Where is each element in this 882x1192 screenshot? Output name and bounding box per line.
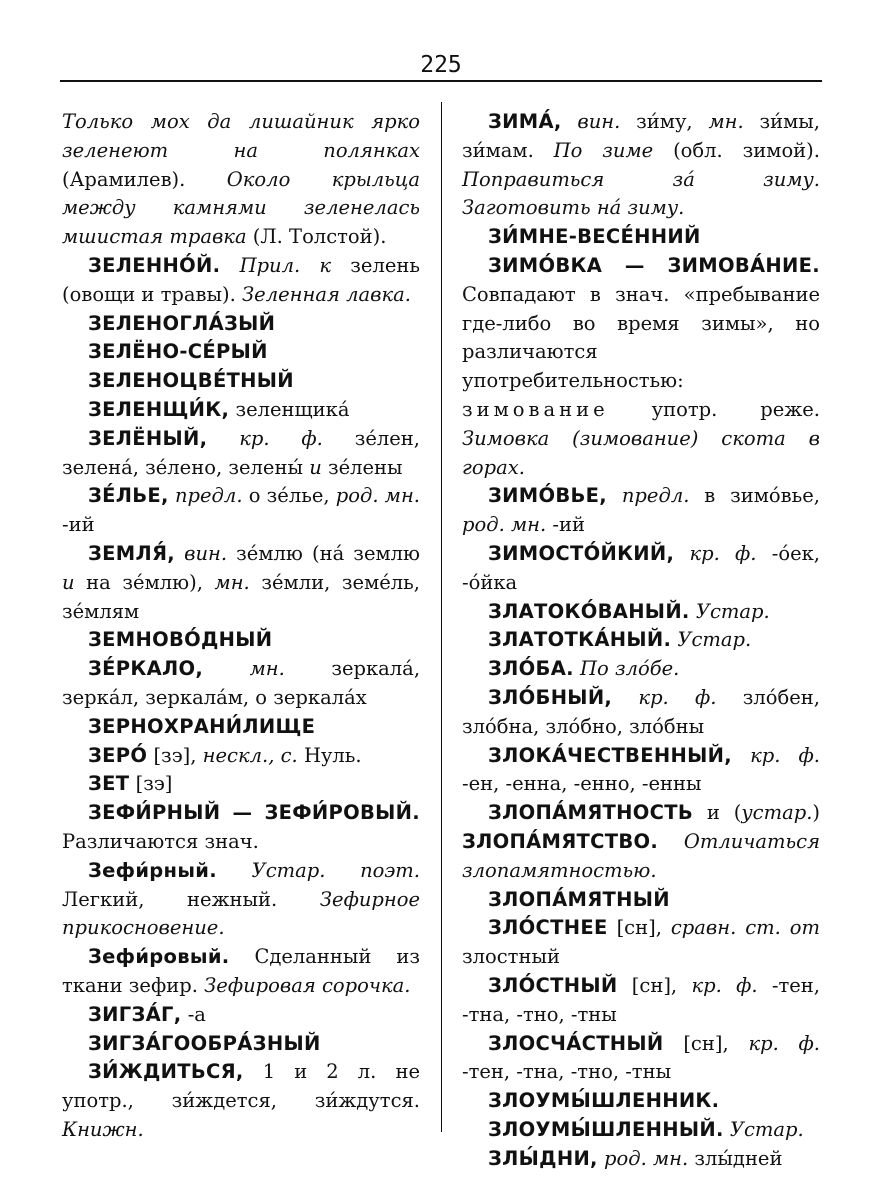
entry-zelenotsvetnyi: ЗЕЛЕНОЦВЕ́ТНЫЙ [88,369,294,393]
entry-zlopamiatnost: ЗЛОПА́МЯТНОСТЬ и (устар.) ЗЛОПА́МЯТСТВО. Отличаться злопамятностью. [462,801,820,882]
entry-zelenoglazyi: ЗЕЛЕНОГЛА́ЗЫЙ [88,311,276,335]
entry-zemlia: ЗЕМЛЯ́, вин. зе́млю (на́ землю и на зе́млю), мн. зе́мли, земе́ль, зе́млям [62,541,421,623]
entry-zizhditsia: ЗИ́ЖДИТЬСЯ, 1 и 2 л. не употр., зи́ждется, зи́ждутся. Книжн. [62,1060,420,1141]
entry-zefirnyi: Зефи́рный. Устар. поэт. Легкий, нежный. Зефирное прикосновение. [62,858,420,940]
entry-zlostnee: ЗЛО́СТНЕЕ [сн], сравн. ст. от злостный [462,916,821,969]
entry-zimove: ЗИМО́ВЬЕ, предл. в зимо́вье, род. мн. -ий [462,484,820,537]
entry-zlatokovanyi: ЗЛАТОКО́ВАНЫЙ. Устар. [488,599,770,623]
entry-zloumyshlennik: ЗЛОУМЫ́ШЛЕННИК. [488,1089,720,1113]
entry-zefirnyi-zefirovyi: ЗЕФИ́РНЫЙ — ЗЕФИ́РОВЫЙ. Различаются знач. [62,801,420,853]
entry-zlokachestvennyi: ЗЛОКА́ЧЕСТВЕННЫЙ, кр. ф. -ен, -енна, -енно, -енны [462,743,820,796]
entry-zloumyshlennyi: ЗЛОУМЫ́ШЛЕННЫЙ. Устар. [488,1117,804,1141]
entry-zimovka-zimovanie: ЗИМО́ВКА — ЗИМОВА́НИЕ. Совпадают в знач. «пребывание где-либо во время зимы», но различаются употребительностью: зимование употр. реже. Зимовка (зимование) скота в горах. [462,253,820,479]
entry-zloba: ЗЛО́БА. По зло́бе. [488,657,680,681]
entry-zigzagoobraznyi: ЗИГЗА́ГООБРА́ЗНЫЙ [88,1031,321,1055]
entry-zlopamiatnyi: ЗЛОПА́МЯТНЫЙ [488,887,670,911]
entry-zelenshchik: ЗЕЛЕНЩИ́К, зеленщика́ [88,397,350,421]
entry-zero: ЗЕРО́ [зэ], нескл., с. Нуль. [88,743,362,767]
entry-zeleno-seryi: ЗЕЛЁНО-СЕ́РЫЙ [88,340,268,364]
entry-zelenyi: ЗЕЛЁНЫЙ, кр. ф. зе́лен, зелена́, зе́лено, зелены́ и зе́лены [62,426,421,479]
entry-zimne-vesennii: ЗИ́МНЕ-ВЕСЕ́ННИЙ [488,225,701,249]
entry-zloschastnyi: ЗЛОСЧА́СТНЫЙ [сн], кр. ф. -тен, -тна, -тно, -тны [462,1031,821,1084]
entry-zigzag: ЗИГЗА́Г, -а [88,1002,206,1026]
entry-zlobnyi: ЗЛО́БНЫЙ, кр. ф. зло́бен, зло́бна, зло́бно, зло́бны [462,685,820,738]
entry-zlostnyi: ЗЛО́СТНЫЙ [сн], кр. ф. -тен, -тна, -тно, -тны [462,973,820,1026]
entry-zlatotkanyi: ЗЛАТОТКА́НЫЙ. Устар. [488,628,752,652]
header-rule [60,80,822,82]
left-column [62,108,420,1145]
entry-zemnovodnyi: ЗЕМНОВО́ДНЫЙ [88,628,273,652]
entry-zimostoikii: ЗИМОСТО́ЙКИЙ, кр. ф. -о́ек, -о́йка [462,541,821,594]
entry-zerkalo: ЗЕ́РКАЛО, мн. зеркала́, зерка́л, зеркала́м, о зеркала́х [62,657,421,709]
entry-zefirovyi: Зефи́ровый. Сделанный из ткани зефир. Зефировая сорочка. [62,945,420,997]
page-number: 225 [420,52,462,78]
right-column [462,108,820,1173]
entry-zet: ЗЕТ [зэ] [88,772,173,796]
column-divider [441,102,442,1132]
entry-zelennoi: ЗЕЛЕННО́Й. Прил. к зелень (овощи и травы). Зеленная лавка. [62,253,421,306]
entry-zelie: ЗЕ́ЛЬЕ, предл. о зе́лье, род. мн. -ий [62,484,420,537]
entry-zlydni: ЗЛЫ́ДНИ, род. мн. злы́дней [488,1146,783,1170]
entry-zima: ЗИМА́, вин. зи́му, мн. зи́мы, зи́мам. По зиме (обл. зимой). Поправиться за́ зиму. Заготовить на́ зиму. [462,110,821,220]
entry-continuation: Только мох да лишайник ярко зеленеют на полянках (Арамилев). Около крыльца между камнями зеленелась мшистая травка (Л. Толстой). [62,110,421,249]
entry-zernokhranilishche: ЗЕРНОХРАНИ́ЛИЩЕ [88,714,316,738]
